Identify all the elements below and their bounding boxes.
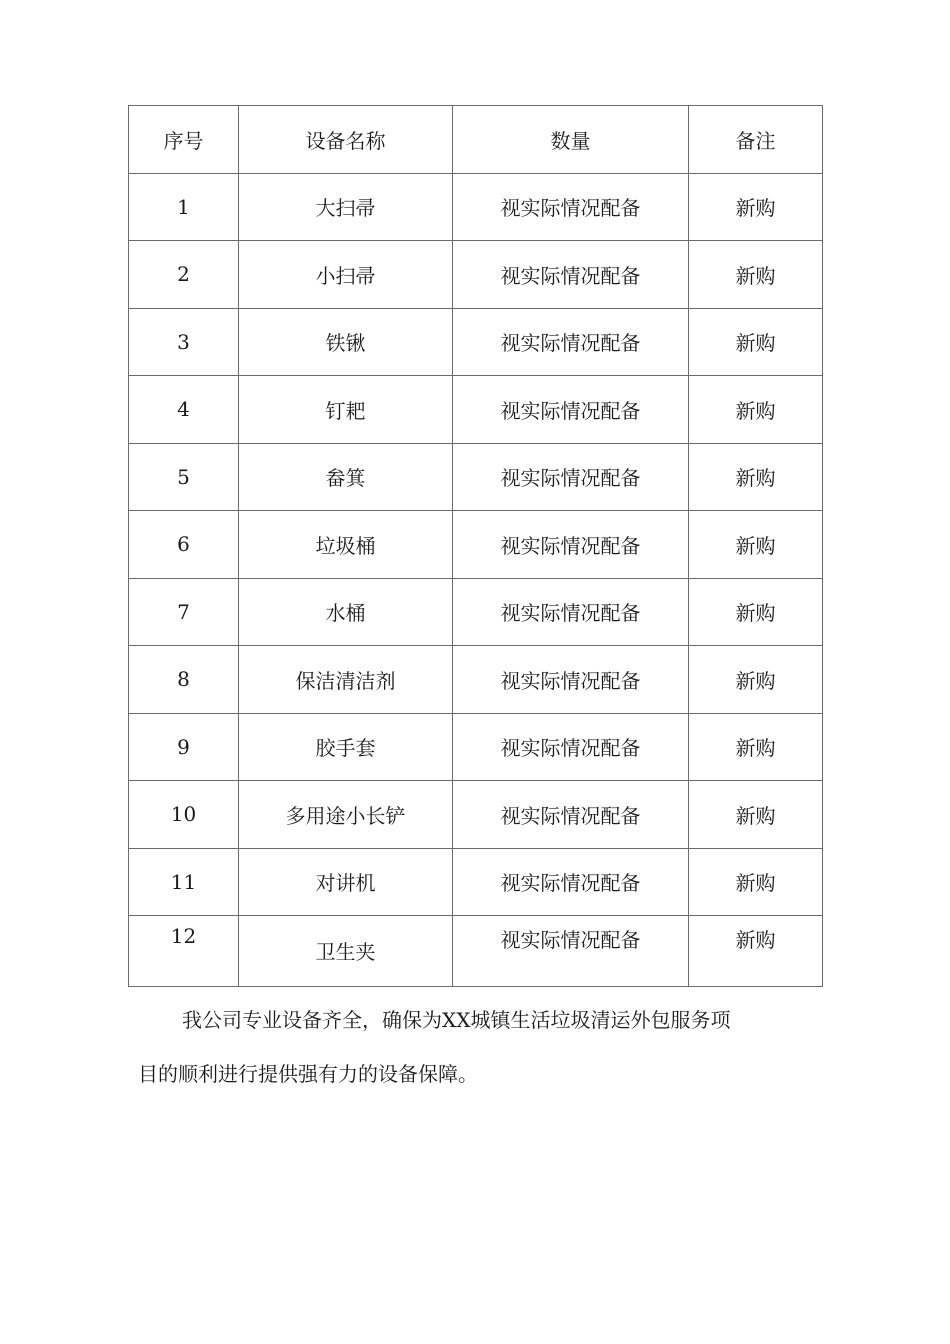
cell-no: 4	[129, 376, 239, 444]
cell-note: 新购	[689, 241, 823, 309]
cell-note: 新购	[689, 443, 823, 511]
table-row	[129, 578, 823, 646]
cell-name: 垃圾桶	[239, 511, 453, 579]
cell-qty: 视实际情况配备	[453, 578, 689, 646]
table-header-row	[129, 106, 823, 174]
body-paragraph	[138, 1000, 798, 1094]
table-row	[129, 241, 823, 309]
cell-name: 铁锹	[239, 308, 453, 376]
cell-qty: 视实际情况配备	[453, 848, 689, 916]
cell-qty: 视实际情况配备	[453, 511, 689, 579]
cell-note: 新购	[689, 781, 823, 849]
cell-note: 新购	[689, 511, 823, 579]
cell-name: 胶手套	[239, 713, 453, 781]
cell-name: 对讲机	[239, 848, 453, 916]
cell-qty: 视实际情况配备	[453, 781, 689, 849]
paragraph-line-1: 我公司专业设备齐全，确保为XX城镇生活垃圾清运外包服务项	[182, 1008, 731, 1032]
header-name: 设备名称	[239, 106, 453, 174]
cell-no: 7	[129, 578, 239, 646]
cell-name: 小扫帚	[239, 241, 453, 309]
table-row	[129, 646, 823, 714]
cell-no: 6	[129, 511, 239, 579]
cell-no: 3	[129, 308, 239, 376]
cell-note: 新购	[689, 376, 823, 444]
table-row	[129, 781, 823, 849]
cell-name: 畚箕	[239, 443, 453, 511]
cell-qty: 视实际情况配备	[453, 443, 689, 511]
equipment-table	[128, 105, 823, 987]
cell-qty: 视实际情况配备	[453, 916, 689, 987]
cell-name: 钉耙	[239, 376, 453, 444]
table-row	[129, 308, 823, 376]
cell-qty: 视实际情况配备	[453, 376, 689, 444]
cell-no: 2	[129, 241, 239, 309]
cell-no: 12	[129, 916, 239, 987]
cell-note: 新购	[689, 578, 823, 646]
paragraph-line-2: 目的顺利进行提供强有力的设备保障。	[138, 1062, 478, 1086]
table-row	[129, 511, 823, 579]
cell-name: 卫生夹	[239, 916, 453, 987]
table-row	[129, 848, 823, 916]
cell-qty: 视实际情况配备	[453, 713, 689, 781]
cell-name: 多用途小长铲	[239, 781, 453, 849]
cell-note: 新购	[689, 308, 823, 376]
cell-no: 10	[129, 781, 239, 849]
cell-no: 11	[129, 848, 239, 916]
header-no: 序号	[129, 106, 239, 174]
cell-qty: 视实际情况配备	[453, 173, 689, 241]
cell-qty: 视实际情况配备	[453, 308, 689, 376]
cell-name: 大扫帚	[239, 173, 453, 241]
cell-note: 新购	[689, 173, 823, 241]
cell-name: 水桶	[239, 578, 453, 646]
cell-no: 8	[129, 646, 239, 714]
cell-note: 新购	[689, 713, 823, 781]
cell-no: 5	[129, 443, 239, 511]
cell-qty: 视实际情况配备	[453, 646, 689, 714]
cell-name: 保洁清洁剂	[239, 646, 453, 714]
cell-no: 9	[129, 713, 239, 781]
header-qty: 数量	[453, 106, 689, 174]
table-row	[129, 173, 823, 241]
header-note: 备注	[689, 106, 823, 174]
table-row	[129, 376, 823, 444]
table-row	[129, 443, 823, 511]
cell-note: 新购	[689, 916, 823, 987]
cell-note: 新购	[689, 646, 823, 714]
cell-note: 新购	[689, 848, 823, 916]
table-row	[129, 713, 823, 781]
cell-qty: 视实际情况配备	[453, 241, 689, 309]
table-row	[129, 916, 823, 987]
cell-no: 1	[129, 173, 239, 241]
